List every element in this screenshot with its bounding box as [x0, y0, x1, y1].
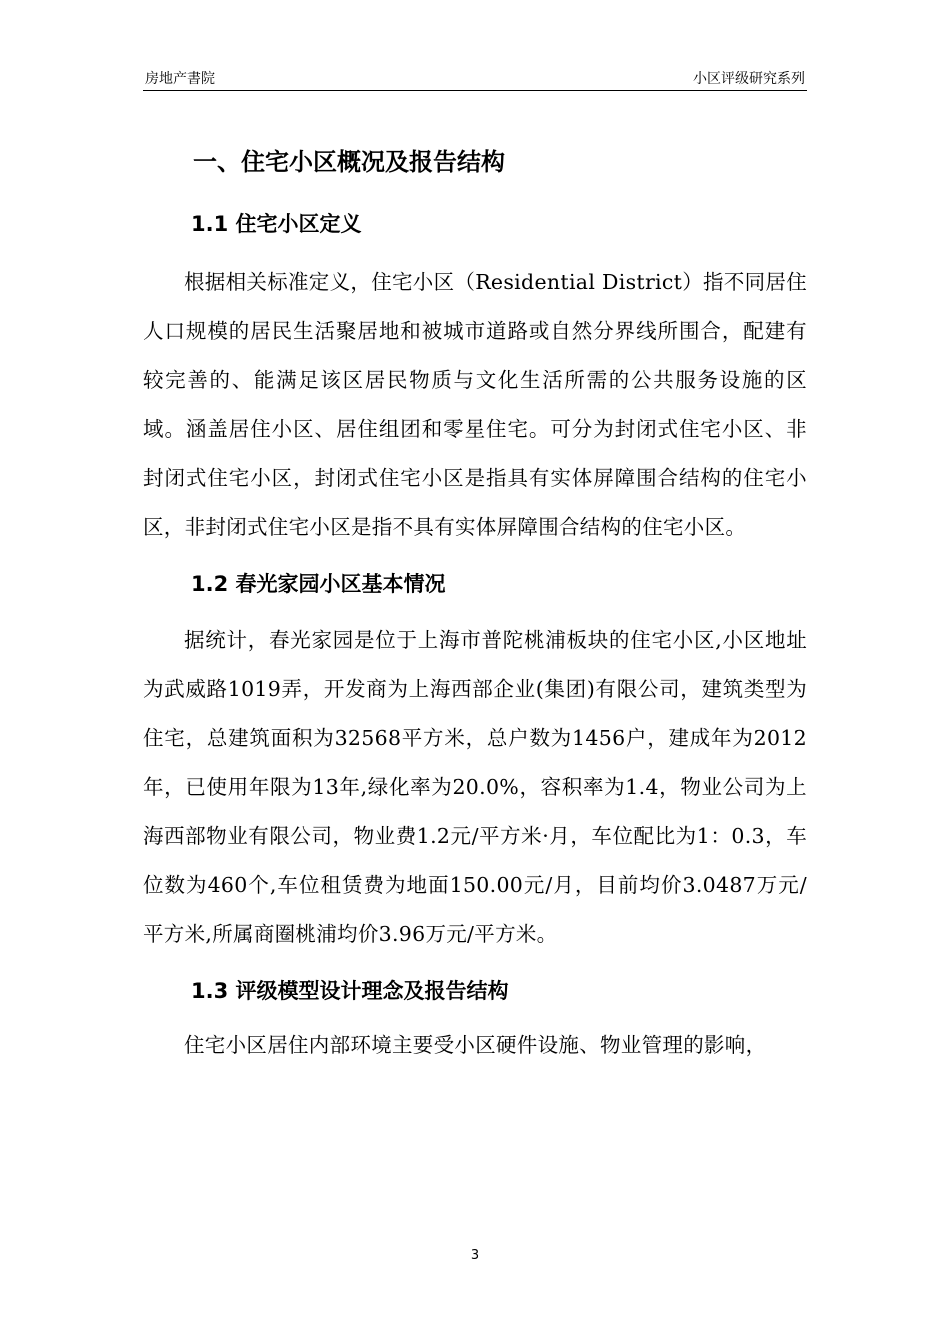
subsection-title-1-2: 1.2 春光家园小区基本情况 — [191, 572, 446, 596]
document-body — [143, 140, 807, 1070]
paragraph-definition: 根据相关标准定义，住宅小区（Residential District）指不同居住人口规模的居民生活聚居地和被城市道路或自然分界线所围合，配建有较完善的、能满足该区居民物质与文化生活所需的公共服务设施的区域。涵盖居住小区、居住组团和零星住宅。可分为封闭式住宅小区、非封闭式住宅小区，封闭式住宅小区是指具有实体屏障围合结构的住宅小区，非封闭式住宅小区是指不具有实体屏障围合结构的住宅小区。 — [143, 270, 808, 539]
paragraph-community-info: 据统计，春光家园是位于上海市普陀桃浦板块的住宅小区,小区地址为武威路1019弄，开发商为上海西部企业(集团)有限公司，建筑类型为住宅，总建筑面积为32568平方米，总户数为1456户，建成年为2012年，已使用年限为13年,绿化率为20.0%，容积率为1.4，物业公司为上海西部物业有限公司，物业费1.2元/平方米·月，车位配比为1：0.3，车位数为460个,车位租赁费为地面150.00元/月，目前均价3.0487万元/平方米,所属商圈桃浦均价3.96万元/平方米。 — [143, 628, 807, 946]
page-header — [143, 66, 807, 91]
page-number: 3 — [470, 1248, 480, 1263]
section-title: 一、住宅小区概况及报告结构 — [193, 148, 505, 176]
subsection-title-1-3: 1.3 评级模型设计理念及报告结构 — [191, 979, 509, 1003]
header-series: 小区评级研究系列 — [693, 71, 805, 87]
paragraph-model-design: 住宅小区居住内部环境主要受小区硬件设施、物业管理的影响， — [184, 1033, 767, 1057]
subsection-title-1-1: 1.1 住宅小区定义 — [191, 212, 362, 236]
header-publisher: 房地产書院 — [145, 71, 215, 87]
